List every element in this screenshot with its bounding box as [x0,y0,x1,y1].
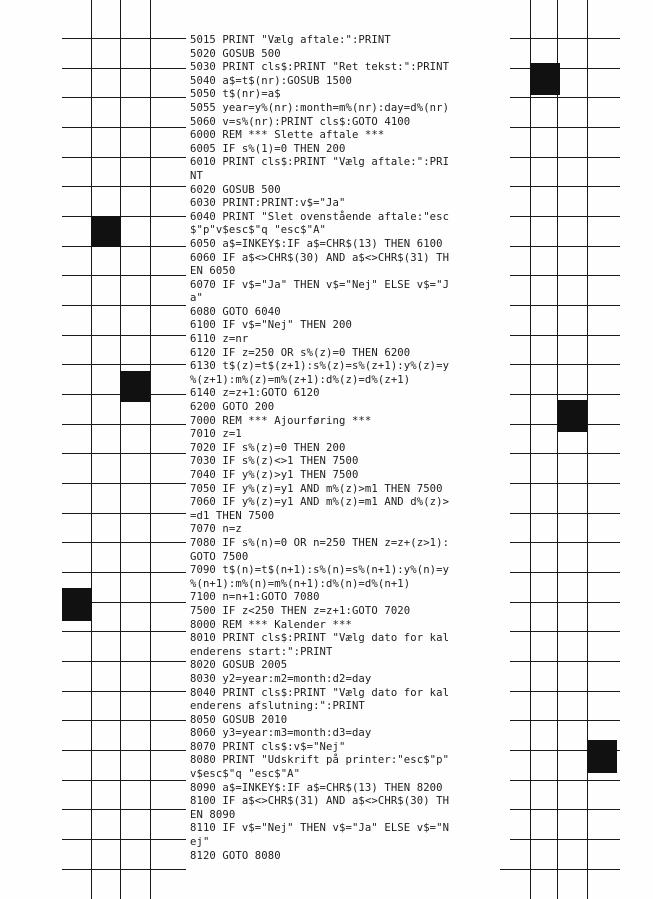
grid-hline [500,394,620,395]
grid-hline [500,97,620,98]
code-line: 8100 IF a$<>CHR$(31) AND a$<>CHR$(30) TH [190,795,450,808]
code-line: 8040 PRINT cls$:PRINT "Vælg dato for kal [190,686,450,699]
code-line: %(n+1):m%(n)=m%(n+1):d%(n)=d%(n+1) [190,577,411,590]
grid-hline [500,483,620,484]
grid-hline [62,720,186,721]
grid-hline [62,453,186,454]
grid-hline [62,424,186,425]
code-line: 7500 IF z<250 THEN z=z+1:GOTO 7020 [190,604,411,617]
code-line: EN 6050 [190,265,236,278]
grid-hline [62,68,186,69]
code-line: 5040 a$=t$(nr):GOSUB 1500 [190,74,352,87]
code-line: 5015 PRINT "Vælg aftale:":PRINT [190,34,391,46]
grid-hline [62,691,186,692]
code-line: GOTO 7500 [190,550,249,563]
grid-hline [62,246,186,247]
code-line: 8020 GOSUB 2005 [190,659,288,672]
code-line: 8050 GOSUB 2010 [190,713,288,726]
grid-hline [500,157,620,158]
grid-hline [62,572,186,573]
code-line: 7040 IF y%(z)>y1 THEN 7500 [190,469,359,481]
grid-hline [500,305,620,306]
grid-hline [62,809,186,810]
code-line: %(z+1):m%(z)=m%(z+1):d%(z)=d%(z+1) [190,373,411,386]
grid-hline [500,691,620,692]
code-line: 6000 REM *** Slette aftale *** [190,129,385,142]
filled-grid-cell [62,588,92,621]
grid-hline [62,127,186,128]
grid-vline [150,0,151,899]
grid-hline [500,335,620,336]
code-line: 6050 a$=INKEY$:IF a$=CHR$(13) THEN 6100 [190,237,443,250]
grid-vline [120,0,121,899]
code-line: 6040 PRINT "Slet ovenstående aftale:"esc [190,210,450,223]
grid-hline [500,246,620,247]
code-line: 6010 PRINT cls$:PRINT "Vælg aftale:":PRI [190,156,450,169]
code-line: 6060 IF a$<>CHR$(30) AND a$<>CHR$(31) TH [190,251,450,264]
grid-vline [557,0,558,899]
code-line: 6080 GOTO 6040 [190,305,281,318]
code-line: 7080 IF s%(n)=0 OR n=250 THEN z=z+(z>1): [190,536,450,549]
basic-code-listing [186,22,510,863]
code-line: 6130 t$(z)=t$(z+1):s%(z)=s%(z+1):y%(z)=y [190,360,450,373]
grid-hline [62,216,186,217]
code-line: 6030 PRINT:PRINT:v$="Ja" [190,197,346,210]
code-line: 6110 z=nr [190,333,249,346]
code-line: 8000 REM *** Kalender *** [190,618,352,631]
code-line: 5055 year=y%(nr):month=m%(nr):day=d%(nr) [190,101,450,114]
code-line: enderens afslutning:":PRINT [190,700,365,713]
grid-hline [62,38,186,39]
code-line: 5060 v=s%(nr):PRINT cls$:GOTO 4100 [190,115,411,128]
code-line: 7100 n=n+1:GOTO 7080 [190,591,320,604]
grid-hline [62,305,186,306]
grid-hline [62,750,186,751]
code-line: 7000 REM *** Ajourføring *** [190,414,372,427]
filled-grid-cell [91,216,121,247]
code-line: v$esc$"q "esc$"A" [190,768,301,781]
grid-hline [500,542,620,543]
filled-grid-cell [120,371,150,402]
code-line: 7030 IF s%(z)<>1 THEN 7500 [190,455,359,468]
code-line: 7070 n=z [190,523,242,536]
grid-hline [62,513,186,514]
code-line: =d1 THEN 7500 [190,509,275,522]
grid-hline [500,602,620,603]
code-line: 8090 a$=INKEY$:IF a$=CHR$(13) THEN 8200 [190,781,443,794]
grid-hline [500,661,620,662]
grid-hline [62,869,186,870]
code-line: enderens start:":PRINT [190,645,333,658]
code-line: 7060 IF y%(z)=y1 AND m%(z)=m1 AND d%(z)> [190,496,450,509]
grid-hline [500,809,620,810]
code-line: 6140 z=z+1:GOTO 6120 [190,387,320,400]
code-line: 6020 GOSUB 500 [190,183,281,196]
grid-hline [500,720,620,721]
code-line: 6005 IF s%(1)=0 THEN 200 [190,142,346,155]
code-line: 8110 IF v$="Nej" THEN v$="Ja" ELSE v$="N [190,822,450,835]
grid-hline [500,275,620,276]
code-line: 5050 t$(nr)=a$ [190,88,281,101]
grid-hline [500,38,620,39]
grid-hline [500,453,620,454]
grid-hline [500,869,620,870]
code-line: 8120 GOTO 8080 [190,849,281,862]
filled-grid-cell [530,63,560,95]
code-line: 8010 PRINT cls$:PRINT "Vælg dato for kal [190,632,450,645]
code-line: 5030 PRINT cls$:PRINT "Ret tekst:":PRINT [190,61,450,74]
code-line: 5020 GOSUB 500 [190,47,281,60]
code-line: 6200 GOTO 200 [190,401,275,414]
code-line: 7010 z=1 [190,428,242,441]
grid-hline [500,364,620,365]
grid-hline [500,216,620,217]
grid-vline [530,0,531,899]
code-line: $"p"v$esc$"q "esc$"A" [190,224,327,237]
code-line: a" [190,292,203,305]
grid-hline [500,68,620,69]
code-line: ej" [190,836,210,849]
grid-hline [62,780,186,781]
grid-hline [62,661,186,662]
code-line: 8030 y2=year:m2=month:d2=day [190,672,372,685]
grid-hline [62,157,186,158]
code-line: 8080 PRINT "Udskrift på printer:"esc$"p" [190,754,450,767]
grid-hline [500,780,620,781]
grid-hline [62,839,186,840]
grid-hline [500,572,620,573]
code-line: 6070 IF v$="Ja" THEN v$="Nej" ELSE v$="J [190,278,450,291]
code-line: 6120 IF z=250 OR s%(z)=0 THEN 6200 [190,346,411,359]
grid-hline [62,483,186,484]
code-line: EN 8090 [190,808,236,821]
grid-hline [62,186,186,187]
grid-hline [62,275,186,276]
code-line: 8070 PRINT cls$:v$="Nej" [190,740,346,753]
grid-hline [500,839,620,840]
code-line: NT [190,169,203,182]
grid-hline [500,186,620,187]
grid-hline [500,513,620,514]
grid-hline [500,127,620,128]
grid-vline [91,0,92,899]
grid-hline [62,542,186,543]
filled-grid-cell [557,400,587,432]
code-line: 7090 t$(n)=t$(n+1):s%(n)=s%(n+1):y%(n)=y [190,564,450,577]
filled-grid-cell [587,740,617,773]
code-line: 8060 y3=year:m3=month:d3=day [190,727,372,740]
grid-hline [62,364,186,365]
code-line: 6100 IF v$="Nej" THEN 200 [190,319,352,332]
grid-hline [62,97,186,98]
grid-hline [62,631,186,632]
grid-hline [62,335,186,336]
grid-hline [500,631,620,632]
code-line: 7050 IF y%(z)=y1 AND m%(z)>m1 THEN 7500 [190,482,443,495]
code-line: 7020 IF s%(z)=0 THEN 200 [190,441,346,454]
